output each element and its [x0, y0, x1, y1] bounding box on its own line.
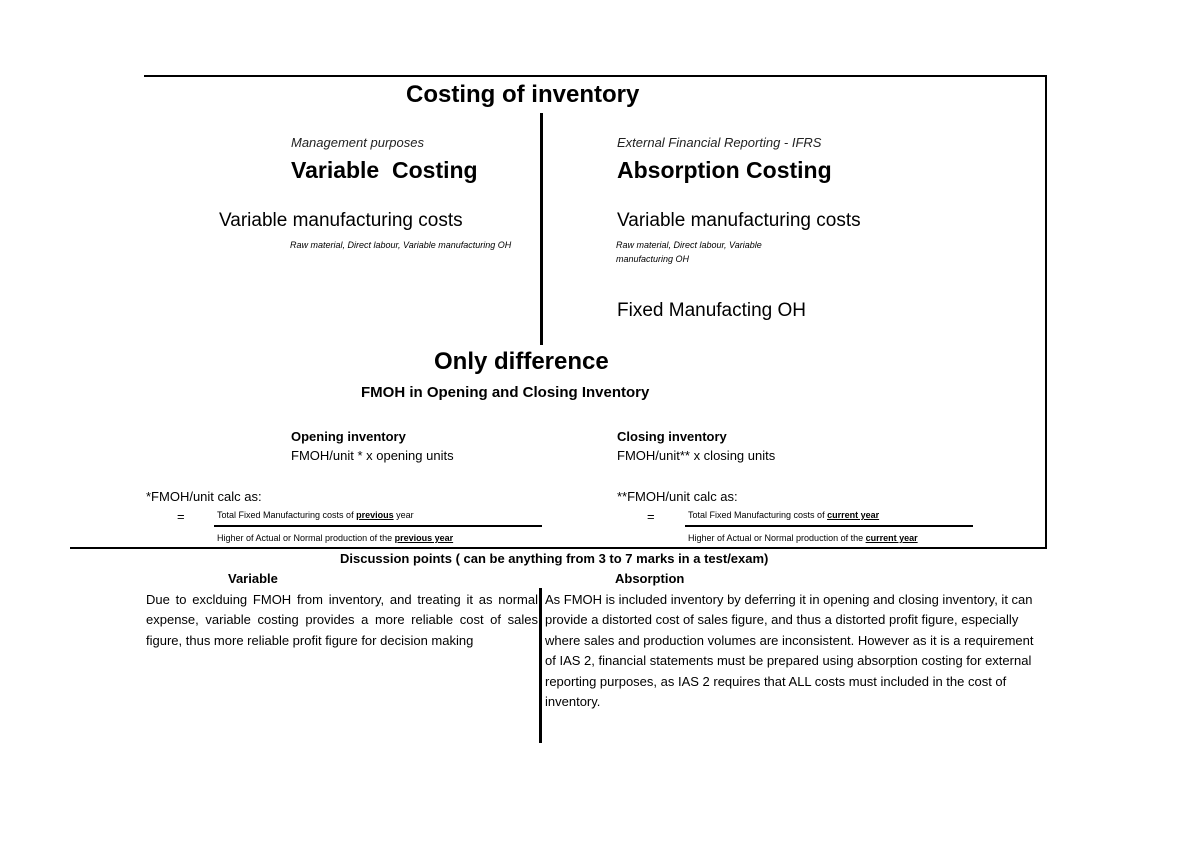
closing-equals-sign: =	[647, 509, 655, 524]
opening-equals-sign: =	[177, 509, 185, 524]
center-divider-lower	[539, 588, 542, 743]
opening-calc-label: *FMOH/unit calc as:	[146, 489, 262, 504]
closing-fraction-bar	[685, 525, 973, 527]
closing-denominator: Higher of Actual or Normal production of the current year	[688, 533, 918, 543]
absorption-heading: Absorption	[615, 571, 685, 586]
left-variable-costs: Variable manufacturing costs	[219, 210, 463, 231]
absorption-discussion-text: As FMOH is included inventory by deferring it in opening and closing inventory, it can provide a distorted cost of sales figure, and thus a distorted profit figure, especially where sales and production volumes are inconsistent. However as it is a requirement of IAS 2, financial statements must be prepared using absorption costing for external reporting purposes, as IAS 2 requires that ALL costs must included in the cost of inventory.	[545, 592, 1034, 710]
page-title: Costing of inventory	[406, 81, 640, 108]
bottom-border	[70, 547, 1047, 549]
center-divider-upper	[540, 113, 543, 345]
top-border	[144, 75, 1047, 77]
right-costs-detail: Raw material, Direct labour, Variable manufacturing OH	[616, 240, 762, 264]
closing-inventory-formula: FMOH/unit** x closing units	[617, 448, 776, 463]
opening-inventory-heading: Opening inventory	[291, 429, 406, 444]
absorption-costing-heading: Absorption Costing	[617, 157, 832, 183]
right-border	[1045, 75, 1047, 549]
opening-denominator: Higher of Actual or Normal production of the previous year	[217, 533, 454, 543]
right-purpose: External Financial Reporting - IFRS	[617, 135, 822, 150]
opening-fraction-bar	[214, 525, 542, 527]
closing-numerator: Total Fixed Manufacturing costs of current year	[688, 510, 880, 520]
right-variable-costs: Variable manufacturing costs	[617, 210, 861, 231]
only-difference-heading: Only difference	[434, 348, 609, 375]
variable-heading: Variable	[228, 571, 278, 586]
opening-numerator: Total Fixed Manufacturing costs of previous year	[217, 510, 414, 520]
variable-discussion-text: Due to exclduing FMOH from inventory, and treating it as normal expense, variable costing provides a more reliable cost of sales figure, thus more reliable profit figure for decision making	[146, 592, 538, 648]
difference-subtitle: FMOH in Opening and Closing Inventory	[361, 384, 650, 401]
left-purpose: Management purposes	[291, 135, 424, 150]
fixed-manufacturing-oh: Fixed Manufacting OH	[617, 300, 807, 321]
opening-inventory-formula: FMOH/unit * x opening units	[291, 448, 454, 463]
discussion-title: Discussion points ( can be anything from 3 to 7 marks in a test/exam)	[340, 551, 769, 566]
closing-inventory-heading: Closing inventory	[617, 429, 727, 444]
variable-costing-heading: Variable Costing	[291, 157, 478, 183]
closing-calc-label: **FMOH/unit calc as:	[617, 489, 738, 504]
left-costs-detail: Raw material, Direct labour, Variable manufacturing OH	[290, 240, 512, 250]
